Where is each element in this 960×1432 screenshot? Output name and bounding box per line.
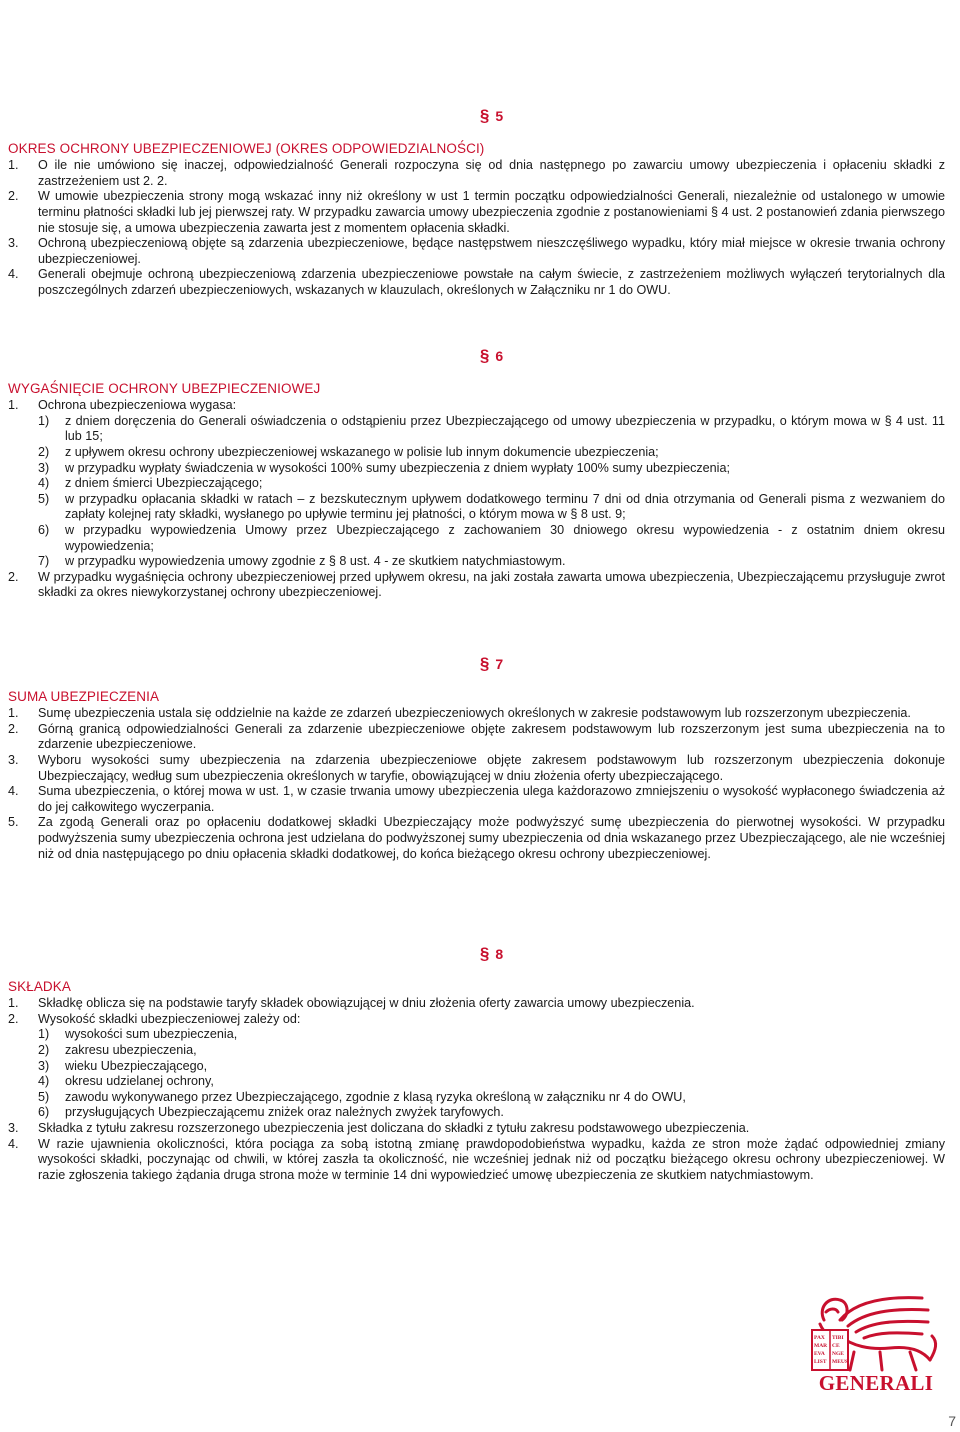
book-text-4: CE (832, 1343, 840, 1349)
list-item (8, 236, 945, 267)
sub-item-text: zakresu ubezpieczenia, (65, 1042, 197, 1057)
item-number: 2. (8, 721, 19, 736)
sub-item-number: 7) (38, 554, 50, 569)
paragraph-number: 8 (495, 946, 504, 962)
item-number: 2. (8, 569, 19, 584)
list-item (8, 1012, 945, 1028)
sub-item-text: z upływem okresu ochrony ubezpieczeniowej wskazanego w polisie lub innym dokumencie ubezpieczenia; (65, 444, 659, 459)
item-number: 2. (8, 1011, 19, 1026)
sub-item-text: okresu udzielanej ochrony, (65, 1074, 214, 1089)
sub-item (8, 523, 945, 554)
sub-item-number: 3) (38, 1058, 50, 1073)
sub-item (8, 554, 945, 570)
section-6 (8, 348, 945, 601)
paragraph-symbol: § (479, 346, 490, 365)
book-text-3: MAR (814, 1343, 828, 1349)
sub-item-text: zawodu wykonywanego przez Ubezpieczającego, zgodnie z klasą ryzyka określoną w załączniku nr 4 do OWU, (65, 1089, 686, 1104)
item-text: Sumę ubezpieczenia ustala się oddzielnie na każde ze zdarzeń ubezpieczeniowych określonych w zakresie podstawowym lub rozszerzonym ubezpieczenia. (38, 706, 911, 721)
sub-item (8, 445, 945, 461)
item-text: Składka z tytułu zakresu rozszerzonego ubezpieczenia jest doliczana do składki z tytułu zakresu podstawowego ubezpieczenia. (38, 1120, 750, 1135)
paragraph-mark (8, 348, 945, 365)
generali-logo (810, 1290, 942, 1402)
book-text-2: TIBI (832, 1335, 844, 1341)
item-text: W umowie ubezpieczenia strony mogą wskazać inny niż określony w ust 1 termin początku odpowiedzialności Generali, niezależnie od ustalonego w umowie terminu płatności składki lub jej pierwszej raty. W przypadku zawarcia umowy ubezpieczenia zgodnie z postanowieniami § 4 ust. 2 postanowień zdania pierwszego nie stosuje się, a umowa ubezpieczenia zawarta jest z momentem opłacenia składki. (38, 189, 945, 235)
item-number: 5. (8, 815, 19, 830)
sub-item-number: 6) (38, 1105, 50, 1120)
item-number: 1. (8, 996, 19, 1011)
list-item (8, 158, 945, 189)
item-number: 1. (8, 706, 19, 721)
list-item (8, 722, 945, 753)
item-text: Za zgodą Generali oraz po opłaceniu dodatkowej składki Ubezpieczający może podwyższyć sumę ubezpieczenia do pierwotnej wysokości. W przypadku podwyższenia sumy ubezpieczenia ochrona jest udzielana do podwyższonej sumy ubezpieczenia od dnia wskazanego przez Ubezpieczającego, ale nie wcześniej niż od dnia następującego po dniu opłacenia składki dodatkowej, do końca bieżącego okresu ochrony ubezpieczeniowej. (38, 815, 945, 861)
section-title: OKRES OCHRONY UBEZPIECZENIOWEJ (OKRES ODPOWIEDZIALNOŚCI) (8, 140, 485, 156)
list-item (8, 753, 945, 784)
sub-item (8, 1059, 945, 1075)
logo-wordmark: GENERALI (818, 1371, 934, 1395)
sub-item-text: w przypadku wypłaty świadczenia w wysokości 100% sumy ubezpieczenia z dniem wypłaty 100% sumy ubezpieczenia; (65, 460, 730, 475)
item-number: 1. (8, 398, 19, 413)
paragraph-mark (8, 656, 945, 673)
list-item (8, 784, 945, 815)
book-text-5: EVA (814, 1351, 825, 1357)
sub-item-number: 4) (38, 1074, 50, 1089)
list-item (8, 996, 945, 1012)
item-number: 4. (8, 267, 19, 282)
list-item (8, 267, 945, 298)
item-text: Generali obejmuje ochroną ubezpieczeniową zdarzenia ubezpieczeniowe powstałe na całym świecie, z zastrzeżeniem możliwych wyłączeń terytorialnych dla poszczególnych zdarzeń ubezpieczeniowych, wskazanych w klauzulach, określonych w Załączniku nr 1 do OWU. (38, 267, 945, 297)
paragraph-symbol: § (479, 106, 490, 125)
book-text-6: NGE (832, 1351, 844, 1357)
list-item (8, 706, 945, 722)
item-text: Górną granicą odpowiedzialności Generali za zdarzenie ubezpieczeniowe objęte zakresem podstawowym lub rozszerzonym jest suma ubezpieczenia na to zdarzenie ubezpieczeniowe. (38, 721, 945, 752)
section-title: WYGAŚNIĘCIE OCHRONY UBEZPIECZENIOWEJ (8, 380, 321, 396)
sub-item-number: 2) (38, 444, 50, 459)
item-text: Składkę oblicza się na podstawie taryfy składek obowiązującej w dniu złożenia oferty zawarcia umowy ubezpieczenia. (38, 996, 695, 1011)
section-title: SUMA UBEZPIECZENIA (8, 688, 160, 704)
sub-item-number: 1) (38, 1027, 50, 1042)
book-text-7: LIST (814, 1359, 827, 1365)
item-text: Ochroną ubezpieczeniową objęte są zdarzenia ubezpieczeniowe, będące następstwem nieszczęśliwego wypadku, który miał miejsce w okresie trwania ochrony ubezpieczeniowej. (38, 236, 945, 266)
item-number: 3. (8, 236, 19, 251)
list-item (8, 815, 945, 862)
sub-item (8, 461, 945, 477)
book-text-1: PAX (814, 1335, 825, 1341)
item-number: 2. (8, 189, 19, 204)
winged-lion-icon (810, 1290, 942, 1376)
item-number: 3. (8, 752, 19, 767)
section-title: SKŁADKA (8, 978, 71, 994)
section-7 (8, 656, 945, 862)
item-text: Wysokość składki ubezpieczeniowej zależy od: (38, 1011, 301, 1026)
list-item (8, 1121, 945, 1137)
sub-item-number: 3) (38, 460, 50, 475)
item-text: O ile nie umówiono się inaczej, odpowiedzialność Generali rozpoczyna się od dnia następnego po zawarciu umowy ubezpieczenia i opłaceniu składki z zastrzeżeniem ust 2. 2. (38, 158, 945, 188)
paragraph-number: 7 (495, 656, 504, 672)
paragraph-symbol: § (479, 654, 490, 673)
sub-item (8, 1043, 945, 1059)
sub-item-number: 4) (38, 476, 50, 491)
paragraph-number: 6 (495, 348, 504, 364)
sub-item-text: przysługujących Ubezpieczającemu zniżek oraz należnych zwyżek taryfowych. (65, 1105, 504, 1120)
sub-item-text: z dniem śmierci Ubezpieczającego; (65, 476, 263, 491)
list-item (8, 1137, 945, 1184)
sub-item-text: wieku Ubezpieczającego, (65, 1058, 208, 1073)
sub-item-number: 2) (38, 1042, 50, 1057)
list-item (8, 570, 945, 601)
sub-item-text: w przypadku wypowiedzenia Umowy przez Ubezpieczającego z zachowaniem 30 dniowego okresu wypowiedzenia - z ostatnim dniem okresu wypowiedzenia; (65, 522, 945, 553)
sub-item-number: 5) (38, 491, 50, 506)
item-number: 4. (8, 1136, 19, 1151)
book-text-8: MEUS (832, 1359, 848, 1365)
sub-item-text: w przypadku opłacania składki w ratach – z bezskutecznym upływem dodatkowego terminu 7 dni od dnia otrzymania od Generali pisma z wezwaniem do zapłaty kolejnej raty składki, wysłanego po upływie terminu jej płatności, o którym mowa w § 8 ust. 9; (65, 491, 945, 522)
sub-item (8, 1090, 945, 1106)
paragraph-mark (8, 108, 945, 125)
sub-item (8, 1105, 945, 1121)
item-number: 4. (8, 784, 19, 799)
sub-item (8, 1074, 945, 1090)
page-number: 7 (948, 1413, 956, 1429)
paragraph-symbol: § (479, 944, 490, 963)
list-item (8, 398, 945, 414)
sub-item (8, 414, 945, 445)
paragraph-mark (8, 946, 945, 963)
sub-item-text: wysokości sum ubezpieczenia, (65, 1027, 238, 1042)
item-text: Wyboru wysokości sumy ubezpieczenia na zdarzenia ubezpieczeniowe objęte zakresem podstawowym lub rozszerzonym ubezpieczenia dokonuje Ubezpieczający, według sum ubezpieczenia określonych w taryfie, obowiązującej w dniu złożenia oferty ubezpieczającego. (38, 752, 945, 783)
item-text: Ochrona ubezpieczeniowa wygasa: (38, 398, 237, 413)
item-number: 1. (8, 158, 19, 173)
sub-item (8, 1027, 945, 1043)
section-5 (8, 108, 945, 299)
section-8 (8, 946, 945, 1183)
item-number: 3. (8, 1120, 19, 1135)
sub-item-number: 6) (38, 522, 50, 537)
item-text: Suma ubezpieczenia, o której mowa w ust. 1, w czasie trwania umowy ubezpieczenia ulega każdorazowo zmniejszeniu o wysokość wypłaconego świadczenia aż do jej całkowitego wyczerpania. (38, 784, 945, 814)
item-text: W razie ujawnienia okoliczności, która pociąga za sobą istotną zmianę prawdopodobieństwa wypadku, każda ze stron może żądać odpowiedniej zmiany wysokości składki, poczynając od chwili, w której zaszła ta okoliczność, nie wcześniej jednak niż od początku bieżącego okresu ochrony ubezpieczeniowej. W razie zgłoszenia takiego żądania druga strona może w terminie 14 dni wypowiedzieć umowę ubezpieczenia ze skutkiem natychmiastowym. (38, 1136, 945, 1182)
sub-item-number: 5) (38, 1089, 50, 1104)
sub-item-number: 1) (38, 413, 50, 428)
sub-item-text: w przypadku wypowiedzenia umowy zgodnie z § 8 ust. 4 - ze skutkiem natychmiastowym. (65, 554, 566, 569)
sub-item-text: z dniem doręczenia do Generali oświadczenia o odstąpieniu przez Ubezpieczającego od umowy ubezpieczenia w przypadku, o którym mowa w § 4 ust. 11 lub 15; (65, 413, 945, 444)
paragraph-number: 5 (495, 108, 504, 124)
sub-item (8, 492, 945, 523)
item-text: W przypadku wygaśnięcia ochrony ubezpieczeniowej przed upływem okresu, na jaki została zawarta umowa ubezpieczenia, Ubezpieczającemu przysługuje zwrot składki za okres niewykorzystanej ochrony ubezpieczeniowej. (38, 569, 945, 600)
list-item (8, 189, 945, 236)
sub-item (8, 476, 945, 492)
